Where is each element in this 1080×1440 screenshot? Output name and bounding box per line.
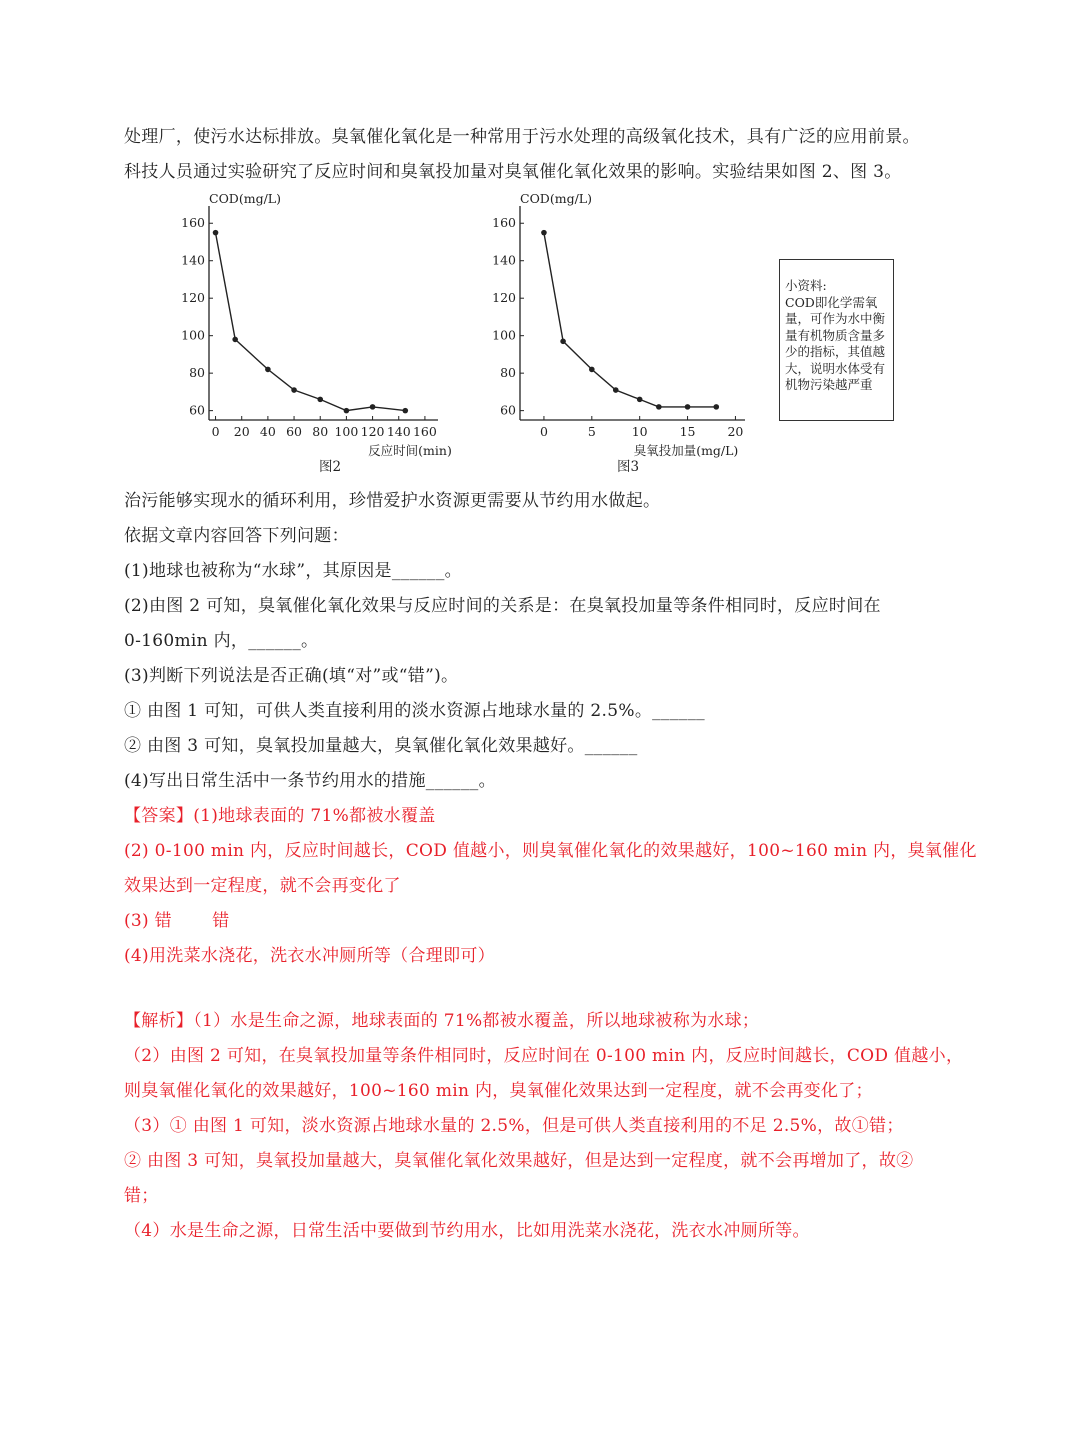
answer-1: 【答案】(1)地球表面的 71%都被水覆盖	[124, 806, 436, 826]
analysis-line-5: ② 由图 3 可知，臭氧投加量越大，臭氧催化氧化效果越好，但是达到一定程度，就不会再增加了，故②	[124, 1151, 914, 1171]
chart3-x-tick-label: 15	[679, 424, 696, 439]
chart2-y-axis-label: COD(mg/L)	[209, 191, 281, 206]
chart2-y-tick-label: 60	[189, 402, 205, 418]
chart2-x-tick-label: 160	[412, 424, 437, 439]
chart2-x-tick-label: 100	[334, 424, 359, 439]
analysis-line-6: 错；	[124, 1186, 159, 1206]
chart3-data-point	[560, 338, 566, 344]
question-3: (3)判断下列说法是否正确(填“对”或“错”)。	[124, 666, 459, 686]
chart3-y-tick-label: 140	[492, 252, 516, 268]
chart3-x-tick-label: 20	[727, 424, 744, 439]
chart3-data-point	[637, 397, 643, 403]
chart3-x-tick-label: 0	[539, 424, 548, 439]
question-4: (4)写出日常生活中一条节约用水的措施______。	[124, 771, 496, 791]
paragraph-2: 依据文章内容回答下列问题：	[124, 526, 349, 546]
analysis-line-2: （2）由图 2 可知，在臭氧投加量等条件相同时，反应时间在 0-100 min 内，反应时间越长，COD 值越小，	[124, 1046, 964, 1066]
question-3-item-1: ① 由图 1 可知，可供人类直接利用的淡水资源占地球水量的 2.5%。______	[124, 701, 705, 721]
chart2-data-point	[291, 387, 297, 393]
chart2-data-point	[317, 397, 323, 403]
chart2-x-tick-label: 140	[386, 424, 411, 439]
chart2-series-line	[216, 233, 406, 411]
intro-line-2: 科技人员通过实验研究了反应时间和臭氧投加量对臭氧催化氧化效果的影响。实验结果如图 2、图 3。	[124, 162, 902, 182]
chart3-series-line	[544, 233, 716, 407]
answer-4: (4)用洗菜水浇花，洗衣水冲厕所等（合理即可）	[124, 946, 495, 966]
chart2-data-point	[232, 337, 238, 343]
chart3-data-point	[541, 230, 547, 236]
analysis-line-1: 【解析】（1）水是生命之源，地球表面的 71%都被水覆盖，所以地球被称为水球；	[124, 1011, 760, 1031]
chart2-x-tick-label: 60	[286, 424, 303, 439]
question-2-line-1: (2)由图 2 可知，臭氧催化氧化效果与反应时间的关系是：在臭氧投加量等条件相同时，反应时间在	[124, 596, 881, 616]
chart3-data-point	[613, 387, 619, 393]
question-2-line-2: 0-160min 内，______。	[124, 631, 319, 651]
answer-2-line-1: (2) 0-100 min 内，反应时间越长，COD 值越小，则臭氧催化氧化的效果越好，100~160 min 内，臭氧催化	[124, 841, 977, 861]
chart2-title: 图2	[318, 459, 342, 475]
note-box	[779, 259, 894, 421]
chart3-data-point	[589, 367, 595, 373]
answer-3: (3) 错 错	[124, 911, 230, 931]
chart3-y-tick-label: 160	[492, 215, 516, 231]
chart2-data-point	[370, 404, 376, 410]
note-body: COD即化学需氧量，可作为水中衡量有机物质含量多少的指标，其值越大，说明水体受有机物污染越严重	[785, 294, 886, 392]
intro-line-1: 处理厂，使污水达标排放。臭氧催化氧化是一种常用于污水处理的高级氧化技术，具有广泛的应用前景。	[124, 127, 920, 147]
question-1: (1)地球也被称为“水球”，其原因是______。	[124, 561, 462, 581]
chart2-data-point	[213, 230, 219, 236]
chart3-y-tick-label: 120	[492, 290, 516, 306]
chart3-x-tick-label: 5	[587, 424, 596, 439]
chart3-x-axis-label: 臭氧投加量(mg/L)	[633, 443, 739, 458]
analysis-line-3: 则臭氧催化氧化的效果越好，100~160 min 内，臭氧催化效果达到一定程度，就不会再变化了；	[124, 1081, 873, 1101]
chart2-x-tick-label: 80	[312, 424, 329, 439]
chart2-x-tick-label: 0	[211, 424, 220, 439]
chart2-data-point	[402, 408, 408, 414]
chart3-title: 图3	[616, 459, 640, 475]
chart2-y-tick-label: 100	[181, 327, 205, 343]
analysis-line-4: （3）① 由图 1 可知，淡水资源占地球水量的 2.5%，但是可供人类直接利用的不足 2.5%，故①错；	[124, 1116, 904, 1136]
chart2-y-tick-label: 140	[181, 252, 205, 268]
question-3-item-2: ② 由图 3 可知，臭氧投加量越大，臭氧催化氧化效果越好。______	[124, 736, 638, 756]
chart2-y-tick-label: 160	[181, 215, 205, 231]
answer-2-line-2: 效果达到一定程度，就不会再变化了	[124, 876, 401, 896]
chart3-data-point	[713, 404, 719, 410]
chart3-data-point	[685, 404, 691, 410]
chart2-x-tick-label: 120	[360, 424, 385, 439]
chart2-x-axis-label: 反应时间(min)	[368, 443, 452, 458]
paragraph-1: 治污能够实现水的循环利用，珍惜爱护水资源更需要从节约用水做起。	[124, 491, 661, 511]
note-title: 小资料:	[785, 278, 827, 293]
chart2-y-tick-label: 80	[189, 365, 205, 381]
analysis-line-7: （4）水是生命之源，日常生活中要做到节约用水，比如用洗菜水浇花，洗衣水冲厕所等。	[124, 1221, 810, 1241]
chart3-y-tick-label: 100	[492, 327, 516, 343]
chart2-x-tick-label: 20	[233, 424, 250, 439]
chart3-x-tick-label: 10	[631, 424, 648, 439]
chart3-data-point	[656, 404, 662, 410]
chart2-data-point	[344, 408, 350, 414]
chart2-data-point	[265, 367, 271, 373]
chart2-x-tick-label: 40	[259, 424, 276, 439]
chart2-y-tick-label: 120	[181, 290, 205, 306]
chart3-y-axis-label: COD(mg/L)	[520, 191, 592, 206]
chart3-y-tick-label: 60	[500, 402, 516, 418]
chart3-y-tick-label: 80	[500, 365, 516, 381]
